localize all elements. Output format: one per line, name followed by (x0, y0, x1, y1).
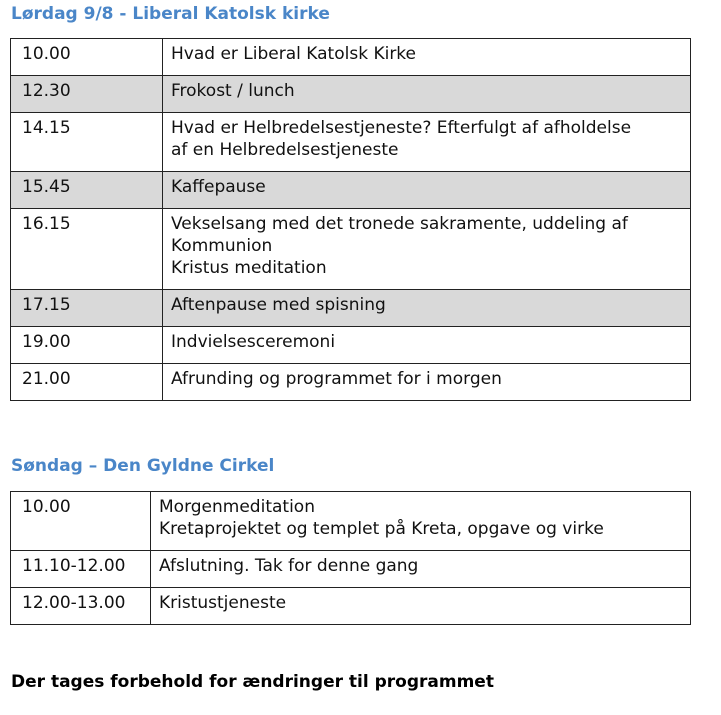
schedule-time: 21.00 (11, 364, 163, 401)
schedule-time: 10.00 (11, 39, 163, 76)
schedule-time: 16.15 (11, 209, 163, 290)
description-line: Kristus meditation (171, 258, 327, 278)
schedule-description (151, 492, 691, 551)
schedule-row (11, 209, 691, 290)
schedule-row (11, 327, 691, 364)
schedule-row (11, 172, 691, 209)
description-line: Vekselsang med det tronede sakramente, uddeling af (171, 214, 628, 234)
schedule-row (11, 551, 691, 588)
schedule-row (11, 290, 691, 327)
description-line: Kristustjeneste (159, 593, 287, 613)
description-line: Kretaprojektet og templet på Kreta, opgave og virke (159, 519, 604, 539)
saturday-schedule-table (10, 38, 691, 401)
description-line: af en Helbredelsestjeneste (171, 140, 399, 160)
schedule-row (11, 76, 691, 113)
description-line: Hvad er Helbredelsestjeneste? Efterfulgt af afholdelse (171, 118, 632, 138)
schedule-time: 19.00 (11, 327, 163, 364)
saturday-heading: Lørdag 9/8 - Liberal Katolsk kirke (11, 4, 330, 24)
disclaimer-note: Der tages forbehold for ændringer til programmet (11, 672, 494, 692)
saturday-schedule-body (11, 39, 691, 401)
schedule-description (163, 39, 691, 76)
schedule-description (163, 209, 691, 290)
schedule-description (163, 327, 691, 364)
description-line: Frokost / lunch (171, 81, 295, 101)
schedule-row (11, 113, 691, 172)
schedule-row (11, 39, 691, 76)
description-line: Afslutning. Tak for denne gang (159, 556, 419, 576)
sunday-schedule-body (11, 492, 691, 625)
schedule-description (163, 290, 691, 327)
description-line: Indvielsesceremoni (171, 332, 336, 352)
schedule-time: 10.00 (11, 492, 151, 551)
schedule-row (11, 588, 691, 625)
schedule-description (163, 76, 691, 113)
schedule-time: 12.30 (11, 76, 163, 113)
schedule-description (163, 172, 691, 209)
schedule-time: 11.10-12.00 (11, 551, 151, 588)
sunday-heading: Søndag – Den Gyldne Cirkel (11, 456, 275, 476)
schedule-description (151, 551, 691, 588)
schedule-description (163, 364, 691, 401)
schedule-row (11, 364, 691, 401)
description-line: Aftenpause med spisning (171, 295, 386, 315)
description-line: Kaffepause (171, 177, 266, 197)
sunday-schedule-table (10, 491, 691, 625)
schedule-time: 17.15 (11, 290, 163, 327)
description-line: Morgenmeditation (159, 497, 315, 517)
schedule-time: 14.15 (11, 113, 163, 172)
description-line: Kommunion (171, 236, 273, 256)
description-line: Afrunding og programmet for i morgen (171, 369, 502, 389)
schedule-time: 12.00-13.00 (11, 588, 151, 625)
schedule-description (151, 588, 691, 625)
schedule-description (163, 113, 691, 172)
schedule-row (11, 492, 691, 551)
description-line: Hvad er Liberal Katolsk Kirke (171, 44, 417, 64)
schedule-time: 15.45 (11, 172, 163, 209)
